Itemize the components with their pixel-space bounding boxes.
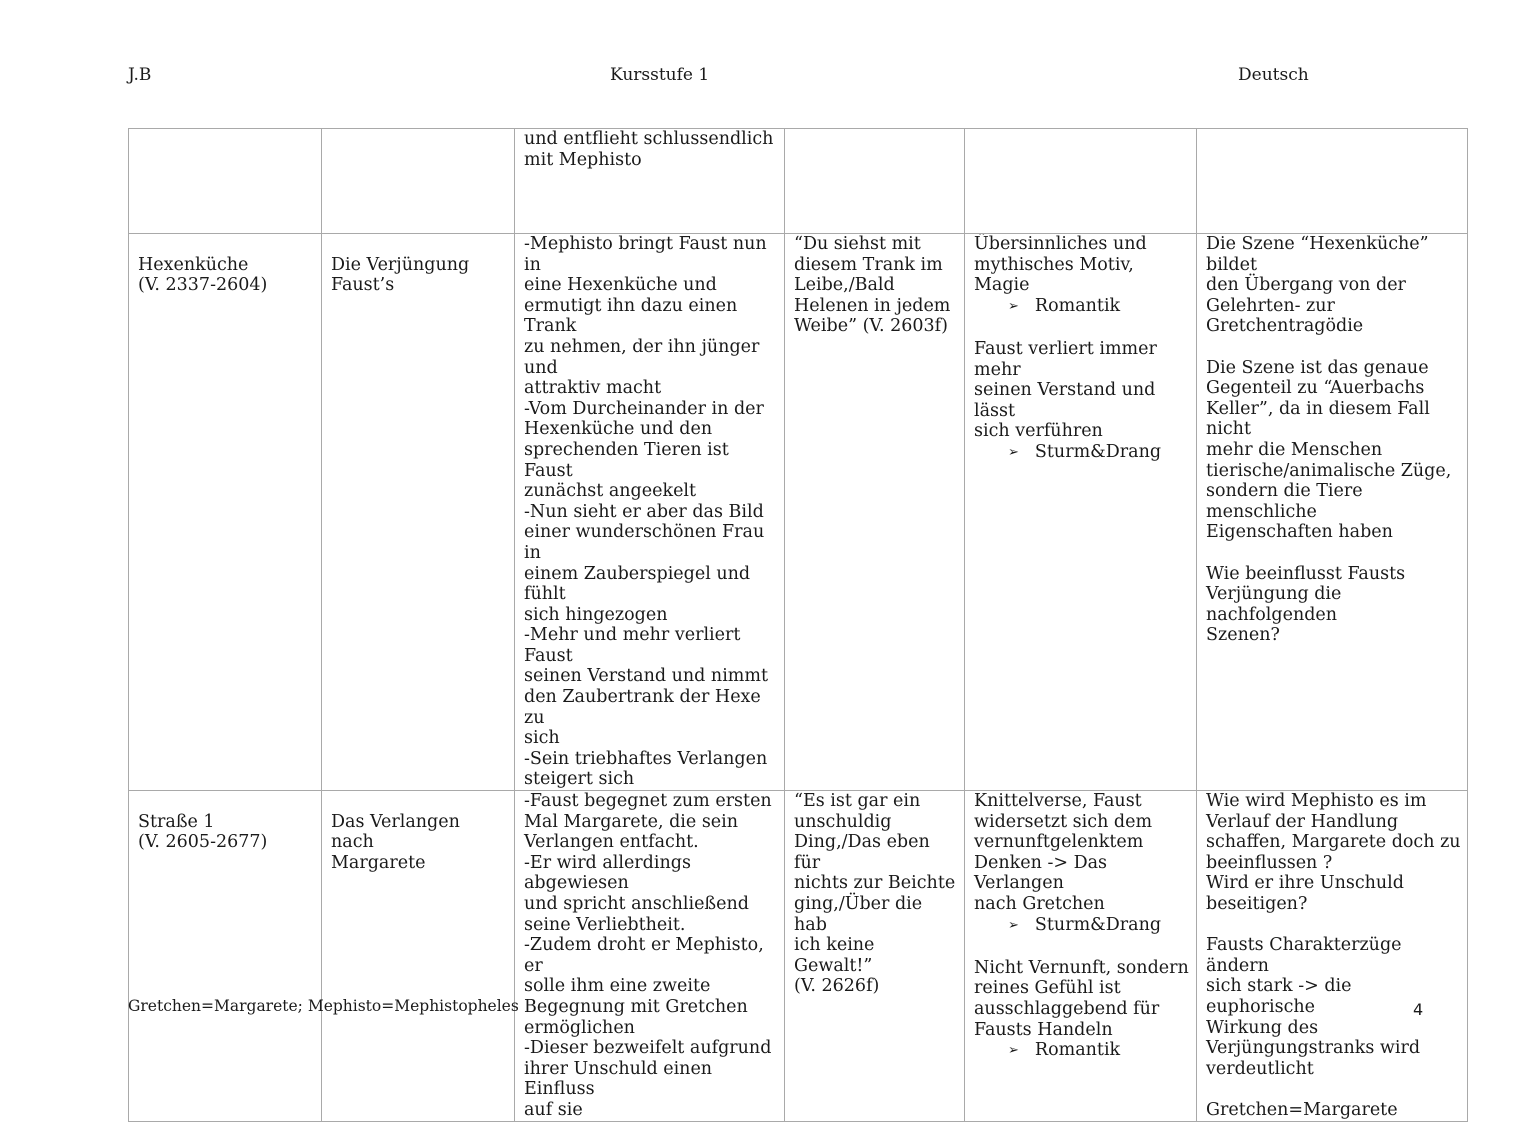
- header-author: J.B: [128, 65, 152, 85]
- analysis-table: [128, 128, 1468, 1122]
- header-course: Kursstufe 1: [610, 65, 710, 85]
- content-cell: und entflieht schlussendlich mit Mephisto: [515, 129, 785, 234]
- motif-cell: [965, 791, 1197, 1122]
- scene-cell: Straße 1 (V. 2605-2677): [129, 791, 322, 1122]
- notes-cell: [1197, 129, 1468, 234]
- note-paragraph: Gretchen=Margarete: [1206, 1099, 1398, 1120]
- title-cell: Das Verlangen nach Margarete: [322, 791, 515, 1122]
- epoch-bullet: ➢ Sturm&Drang: [974, 442, 1190, 465]
- table-row: [129, 791, 1468, 1122]
- motif-text: Nicht Vernunft, sondern reines Gefühl ist ausschlaggebend für Fausts Handeln: [974, 957, 1189, 1040]
- quote-cell: [785, 129, 965, 234]
- motif-cell: [965, 129, 1197, 234]
- table-row: [129, 129, 1468, 234]
- content-cell: -Mephisto bringt Faust nun in eine Hexenküche und ermutigt ihn dazu einen Trank zu nehmen, der ihn jünger und attraktiv macht -Vom Durcheinander in der Hexenküche und den sprechenden Tieren ist Faust zunächst angeekelt -Nun sieht er aber das Bild einer wunderschönen Frau in einem Zauberspiegel und fühlt sich hingezogen -Mehr und mehr verliert Faust seinen Verstand und nimmt den Zaubertrank der Hexe zu sich -Sein triebhaftes Verlangen steigert sich: [515, 234, 785, 791]
- scene-cell: Hexenküche (V. 2337-2604): [129, 234, 322, 791]
- notes-cell: [1197, 234, 1468, 791]
- motif-text: Übersinnliches und mythisches Motiv, Magie: [974, 234, 1147, 296]
- motif-cell: [965, 234, 1197, 791]
- notes-cell: [1197, 791, 1468, 1122]
- quote-cell: “Es ist gar ein unschuldig Ding,/Das eben für nichts zur Beichte ging,/Über die hab ich keine Gewalt!” (V. 2626f): [785, 791, 965, 1122]
- scene-cell: [129, 129, 322, 234]
- note-paragraph: Die Szene “Hexenküche” bildet den Übergang von der Gelehrten- zur Gretchentragödie: [1206, 234, 1429, 337]
- page-number: 4: [1413, 1000, 1424, 1019]
- epoch-bullet: ➢ Romantik: [974, 296, 1190, 319]
- quote-cell: “Du siehst mit diesem Trank im Leibe,/Bald Helenen in jedem Weibe” (V. 2603f): [785, 234, 965, 791]
- epoch-bullet: ➢ Sturm&Drang: [974, 915, 1190, 938]
- note-paragraph: Die Szene ist das genaue Gegenteil zu “Auerbachs Keller”, da in diesem Fall nicht mehr die Menschen tierische/animalische Züge, sondern die Tiere menschliche Eigenschaften haben: [1206, 357, 1452, 543]
- note-paragraph: Wie wird Mephisto es im Verlauf der Handlung schaffen, Margarete doch zu beeinflussen ? Wird er ihre Unschuld beseitigen?: [1206, 791, 1461, 914]
- content-cell: -Faust begegnet zum ersten Mal Margarete, die sein Verlangen entfacht. -Er wird allerdings abgewiesen und spricht anschließend seine Verliebtheit. -Zudem droht er Mephisto, er solle ihm eine zweite Begegnung mit Gretchen ermöglichen -Dieser bezweifelt aufgrund ihrer Unschuld einen Einfluss auf sie: [515, 791, 785, 1122]
- note-paragraph: Wie beeinflusst Fausts Verjüngung die nachfolgenden Szenen?: [1206, 563, 1406, 646]
- title-cell: Die Verjüngung Faust’s: [322, 234, 515, 791]
- motif-text: Knittelverse, Faust widersetzt sich dem vernunftgelenktem Denken -> Das Verlangen nach Gretchen: [974, 791, 1153, 914]
- epoch-bullet: ➢ Romantik: [974, 1040, 1190, 1063]
- header-subject: Deutsch: [1238, 65, 1309, 85]
- footer-note: Gretchen=Margarete; Mephisto=Mephistopheles: [128, 997, 519, 1015]
- motif-text: Faust verliert immer mehr seinen Verstand und lässt sich verführen: [974, 338, 1157, 442]
- note-paragraph: Fausts Charakterzüge ändern sich stark -> die euphorische Wirkung des Verjüngungstranks wird verdeutlicht: [1206, 935, 1421, 1079]
- title-cell: [322, 129, 515, 234]
- table-row: [129, 234, 1468, 791]
